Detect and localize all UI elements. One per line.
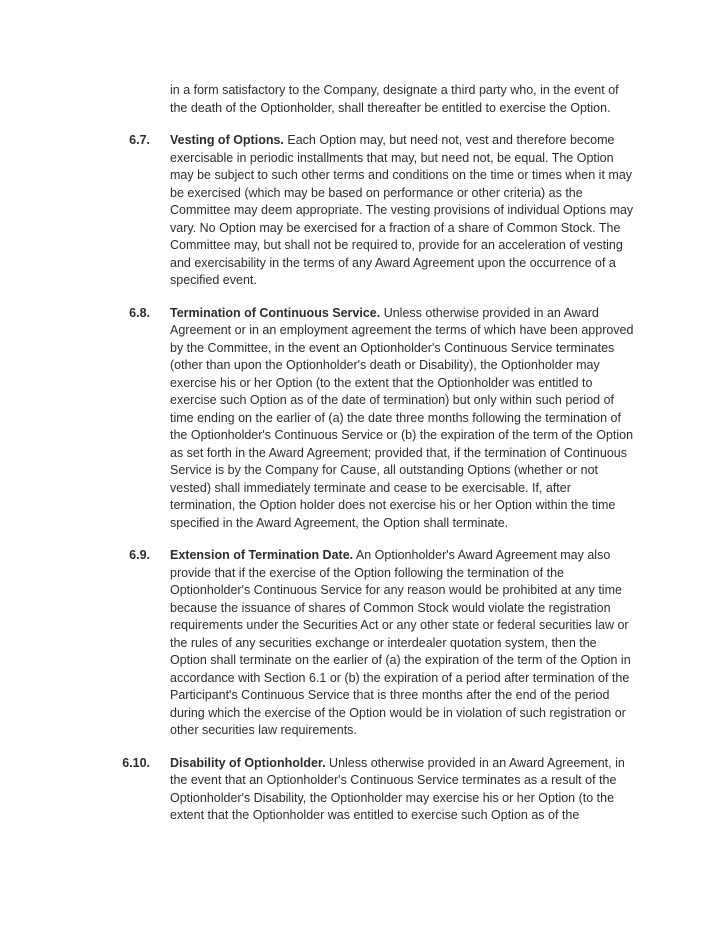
section-heading: Extension of Termination Date.	[170, 548, 354, 562]
section-body: Unless otherwise provided in an Award Agreement, in the event that an Optionholder's Continuous Service terminates as a result of the Optionholder's Disability, the Optionholder may exercise his or her Option (to the extent that the Optionholder was entitled to exercise such Option as of the	[170, 755, 625, 822]
section-body: Unless otherwise provided in an Award Agreement or in an employment agreement the terms of which have been approved by the Committee, in the event an Optionholder's Continuous Service terminates (other than upon the Optionholder's death or Disability), the Optionholder may exercise his or her Option (to the extent that the Optionholder was entitled to exercise such Option as of the date of termination) but only within such period of time ending on the earlier of (a) the date three months following the termination of the Optionholder's Continuous Service or (b) the expiration of the term of the Option as set forth in the Award Agreement; provided that, if the termination of Continuous Service is by the Company for Cause, all outstanding Options (whether or not vested) shall immediately terminate and cease to be exercisable. If, after termination, the Option holder does not exercise his or her Option within the time specified in the Award Agreement, the Option shall terminate.	[170, 305, 634, 530]
section-paragraph	[170, 547, 634, 740]
section-6-9	[0, 547, 720, 740]
section-number: 6.8.	[129, 305, 150, 320]
section-number: 6.9.	[129, 548, 150, 562]
section-6-10	[0, 755, 720, 825]
section-paragraph	[170, 132, 634, 290]
section-number: 6.10.	[122, 755, 150, 770]
section-heading: Termination of Continuous Service.	[170, 305, 381, 320]
section-number: 6.7.	[129, 133, 150, 147]
intro-continuation-paragraph: in a form satisfactory to the Company, designate a third party who, in the event of the death of the Optionholder, shall thereafter be entitled to exercise the Option.	[170, 83, 619, 115]
section-heading: Vesting of Options.	[170, 133, 284, 147]
section-paragraph	[170, 305, 634, 533]
section-body: Each Option may, but need not, vest and therefore become exercisable in periodic installments that may, but need not, be equal. The Option may be subject to such other terms and conditions on the time or times when it may be exercised (which may be based on performance or other criteria) as the Committee may deem appropriate. The vesting provisions of individual Options may vary. No Option may be exercised for a fraction of a share of Common Stock. The Committee may, but shall not be required to, provide for an acceleration of vesting and exercisability in the terms of any Award Agreement upon the occurrence of a specified event.	[170, 133, 634, 287]
section-body: An Optionholder's Award Agreement may also provide that if the exercise of the Option following the termination of the Optionholder's Continuous Service for any reason would be prohibited at any time because the issuance of shares of Common Stock would violate the registration requirements under the Securities Act or any other state or federal securities law or the rules of any securities exchange or interdealer quotation system, then the Option shall terminate on the earlier of (a) the expiration of the term of the Option in accordance with Section 6.1 or (b) the expiration of a period after termination of the Participant's Continuous Service that is three months after the end of the period during which the exercise of the Option would be in violation of such registration or other securities law requirements.	[170, 548, 631, 737]
section-6-7	[0, 132, 720, 290]
section-6-8	[0, 305, 720, 533]
section-heading: Disability of Optionholder.	[170, 755, 326, 770]
section-paragraph	[170, 755, 634, 825]
